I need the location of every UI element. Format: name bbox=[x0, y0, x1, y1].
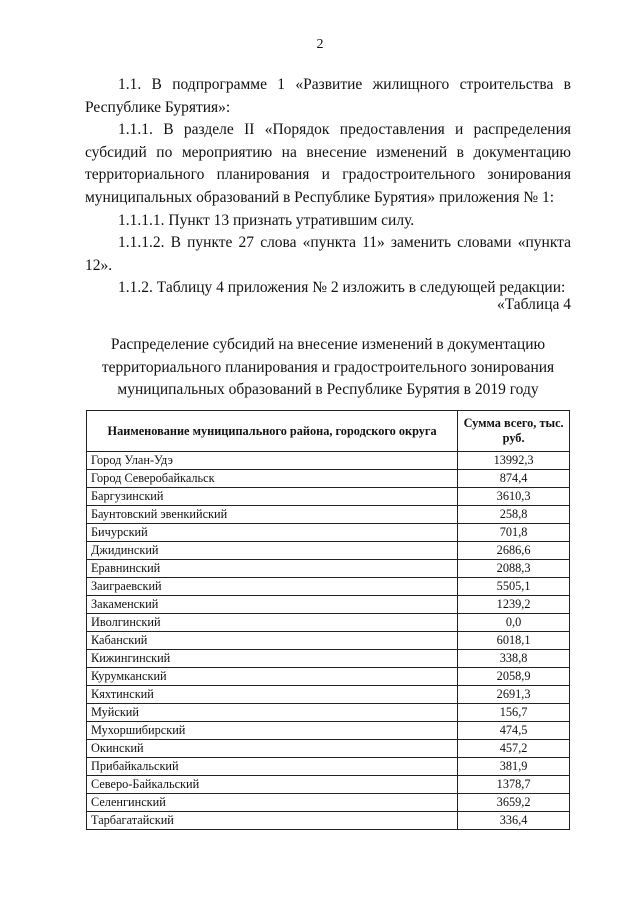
table-header-row bbox=[87, 411, 570, 452]
table-row bbox=[87, 578, 570, 596]
district-name: Закаменский bbox=[87, 596, 458, 614]
amount-value: 13992,3 bbox=[458, 452, 570, 470]
amount-value: 2686,6 bbox=[458, 542, 570, 560]
amount-value: 156,7 bbox=[458, 704, 570, 722]
district-name: Окинский bbox=[87, 740, 458, 758]
district-name: Тарбагатайский bbox=[87, 812, 458, 830]
table-row bbox=[87, 488, 570, 506]
paragraph: 1.1.1. В разделе II «Порядок предоставления и распределения субсидий по мероприятию на внесение изменений в документацию территориального планирования и градостроительного зонирования муниципальных образований в Республике Бурятия» приложения № 1: bbox=[85, 121, 571, 206]
district-name: Муйский bbox=[87, 704, 458, 722]
district-name: Кабанский bbox=[87, 632, 458, 650]
amount-value: 2088,3 bbox=[458, 560, 570, 578]
paragraph: 1.1.1.1. Пункт 13 признать утратившим силу. bbox=[118, 211, 415, 229]
district-name: Еравнинский bbox=[87, 560, 458, 578]
district-name: Мухоршибирский bbox=[87, 722, 458, 740]
amount-value: 2691,3 bbox=[458, 686, 570, 704]
table-row bbox=[87, 776, 570, 794]
district-name: Кижингинский bbox=[87, 650, 458, 668]
amount-value: 457,2 bbox=[458, 740, 570, 758]
district-name: Бичурский bbox=[87, 524, 458, 542]
table-row bbox=[87, 524, 570, 542]
amount-value: 701,8 bbox=[458, 524, 570, 542]
table-row bbox=[87, 704, 570, 722]
district-name: Джидинский bbox=[87, 542, 458, 560]
table-row bbox=[87, 452, 570, 470]
amount-value: 338,8 bbox=[458, 650, 570, 668]
table-label: «Таблица 4 bbox=[496, 296, 571, 313]
header-amount: Сумма всего, тыс. руб. bbox=[458, 411, 570, 452]
amount-value: 3659,2 bbox=[458, 794, 570, 812]
district-name: Иволгинский bbox=[87, 614, 458, 632]
table-body bbox=[87, 452, 570, 830]
amount-value: 1239,2 bbox=[458, 596, 570, 614]
table-row bbox=[87, 470, 570, 488]
table-row bbox=[87, 596, 570, 614]
amount-value: 3610,3 bbox=[458, 488, 570, 506]
amount-value: 2058,9 bbox=[458, 668, 570, 686]
subsidy-table bbox=[86, 410, 570, 830]
district-name: Северо-Байкальский bbox=[87, 776, 458, 794]
district-name: Город Улан-Удэ bbox=[87, 452, 458, 470]
table-row bbox=[87, 794, 570, 812]
table-row bbox=[87, 614, 570, 632]
table-row bbox=[87, 812, 570, 830]
table-title: Распределение субсидий на внесение изменений в документацию территориального планирования и градостроительного зонирования муниципальных образований в Республике Бурятия в 2019 году bbox=[101, 336, 555, 398]
district-name: Курумканский bbox=[87, 668, 458, 686]
table-row bbox=[87, 632, 570, 650]
amount-value: 336,4 bbox=[458, 812, 570, 830]
paragraph: 1.1.2. Таблицу 4 приложения № 2 изложить в следующей редакции: bbox=[118, 279, 566, 297]
district-name: Баунтовский эвенкийский bbox=[87, 506, 458, 524]
district-name: Заиграевский bbox=[87, 578, 458, 596]
table-row bbox=[87, 560, 570, 578]
body-text bbox=[85, 74, 571, 300]
table-row bbox=[87, 506, 570, 524]
amount-value: 474,5 bbox=[458, 722, 570, 740]
table-row bbox=[87, 668, 570, 686]
table-row bbox=[87, 686, 570, 704]
table-row bbox=[87, 650, 570, 668]
page-number: 2 bbox=[316, 37, 324, 52]
amount-value: 5505,1 bbox=[458, 578, 570, 596]
header-district: Наименование муниципального района, городского округа bbox=[87, 411, 458, 452]
district-name: Кяхтинский bbox=[87, 686, 458, 704]
table-row bbox=[87, 740, 570, 758]
table-row bbox=[87, 722, 570, 740]
table-row bbox=[87, 542, 570, 560]
district-name: Селенгинский bbox=[87, 794, 458, 812]
amount-value: 381,9 bbox=[458, 758, 570, 776]
amount-value: 0,0 bbox=[458, 614, 570, 632]
paragraph: 1.1.1.2. В пункте 27 слова «пункта 11» заменить словами «пункта 12». bbox=[85, 234, 571, 274]
amount-value: 1378,7 bbox=[458, 776, 570, 794]
table-row bbox=[87, 758, 570, 776]
paragraph: 1.1. В подпрограмме 1 «Развитие жилищного строительства в Республике Бурятия»: bbox=[85, 76, 571, 116]
amount-value: 874,4 bbox=[458, 470, 570, 488]
district-name: Город Северобайкальск bbox=[87, 470, 458, 488]
amount-value: 258,8 bbox=[458, 506, 570, 524]
district-name: Прибайкальский bbox=[87, 758, 458, 776]
district-name: Баргузинский bbox=[87, 488, 458, 506]
amount-value: 6018,1 bbox=[458, 632, 570, 650]
